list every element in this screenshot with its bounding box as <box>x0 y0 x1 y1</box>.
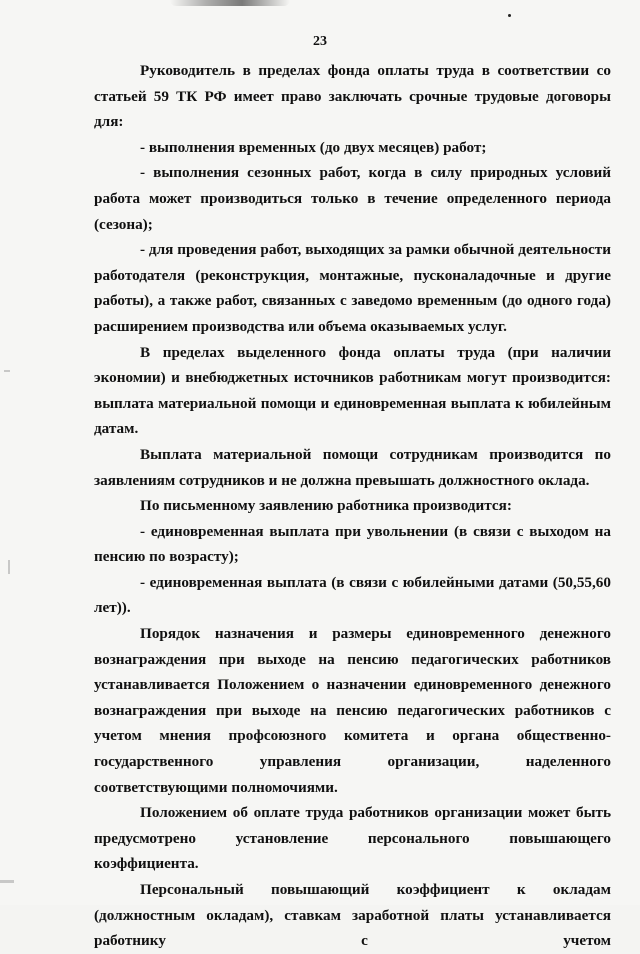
scan-speck <box>508 14 511 17</box>
paragraph: - единовременная выплата (в связи с юбилейными датами (50,55,60 лет)). <box>94 573 611 617</box>
page-number: 23 <box>313 34 327 49</box>
scan-artifact <box>170 0 290 6</box>
paragraph: - выполнения временных (до двух месяцев) работ; <box>140 138 487 156</box>
paragraph: - для проведения работ, выходящих за рамки обычной деятельности работодателя (реконструкция, монтажные, пусконаладочные и другие работы), а также работ, связанных с заведомо временным (до одного года) расширением производства или объема оказываемых услуг. <box>94 241 611 335</box>
paragraph: - выполнения сезонных работ, когда в силу природных условий работа может производиться только в течение определенного периода (сезона); <box>94 164 611 233</box>
paragraph: Положением об оплате труда работников организации может быть предусмотрено установление персонального повышающего коэффициента. <box>94 804 611 873</box>
paragraph: - единовременная выплата при увольнении (в связи с выходом на пенсию по возрасту); <box>94 522 611 566</box>
paragraph: Персональный повышающий коэффициент к окладам (должностным окладам), ставкам заработной платы устанавливается работнику с учетом <box>94 881 611 950</box>
scan-speck <box>4 370 10 372</box>
paragraph: Руководитель в пределах фонда оплаты труда в соответствии со статьей 59 ТК РФ имеет право заключать срочные трудовые договоры для: <box>94 62 611 131</box>
paragraph: Выплата материальной помощи сотрудникам производится по заявлениям сотрудников и не должна превышать должностного оклада. <box>94 445 611 489</box>
paragraph: Порядок назначения и размеры единовременного денежного вознаграждения при выходе на пенсию педагогических работников устанавливается Положением о назначении единовременного денежного вознаграждения при выходе на пенсию педагогических работников с учетом мнения профсоюзного комитета и органа общественно-государственного управления организации, наделенного соответствующими полномочиями. <box>94 625 611 796</box>
scan-speck <box>8 560 10 574</box>
paragraph: В пределах выделенного фонда оплаты труда (при наличии экономии) и внебюджетных источников работникам могут производится: выплата материальной помощи и единовременная выплата к юбилейным датам. <box>94 343 611 438</box>
paragraph: По письменному заявлению работника производится: <box>140 497 512 515</box>
document-body <box>94 58 611 954</box>
scan-speck <box>0 880 14 883</box>
